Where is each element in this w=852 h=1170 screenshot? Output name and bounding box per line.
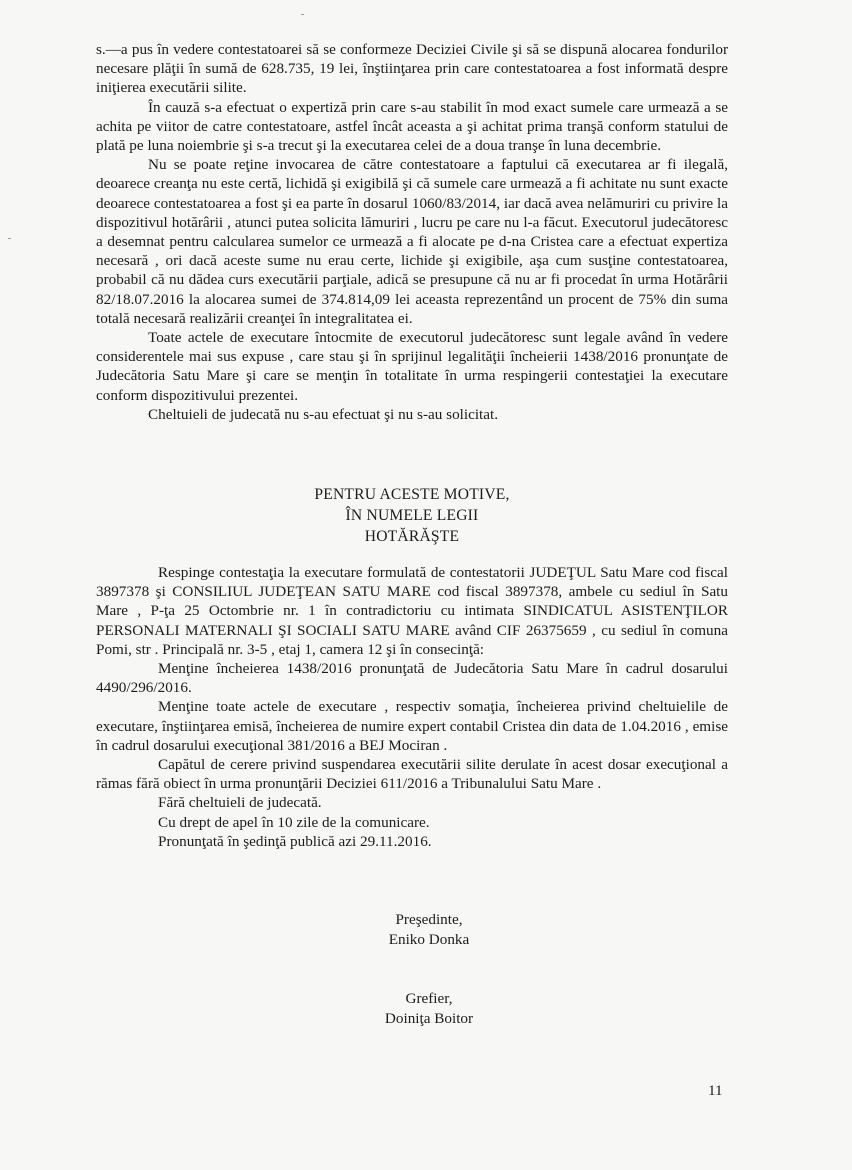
clerk-name: Doiniţa Boitor <box>384 1010 474 1027</box>
page-number: 11 <box>708 1082 723 1099</box>
reasoning-section <box>96 40 728 424</box>
decision-paragraph: Pronunţată în şedinţă publică azi 29.11.2016. <box>158 832 432 850</box>
scan-speck <box>8 238 11 239</box>
body-paragraph: Cheltuieli de judecată nu s-au efectuat şi nu s-au solicitat. <box>148 405 499 423</box>
decision-section <box>96 563 728 851</box>
heading-line: ÎN NUMELE LEGII <box>345 507 479 524</box>
decision-paragraph: Respinge contestaţia la executare formulată de contestatorii JUDEŢUL Satu Mare cod fiscal 3897378 şi CONSILIUL JUDEŢEAN SATU MARE cod fiscal 3897378, ambele cu sediul în Satu Mare , P-ţa 25 Octombrie nr. 1 în contradictoriu cu intimata SINDICATUL ASISTENŢILOR PERSONALI MATERNALI ŞI SOCIALI SATU MARE având CIF 26375659 , cu sediul în comuna Pomi, str . Principală nr. 3-5 , etaj 1, camera 12 şi în consecinţă: <box>96 564 728 658</box>
clerk-title: Grefier, <box>405 990 453 1007</box>
decision-paragraph: Menţine toate actele de executare , respectiv somaţia, încheierea privind cheltuielile de executare, înştiinţarea emisă, încheierea de numire expert contabil Cristea din data de 1.04.2016 , emise în cadrul dosarului execuţional 381/2016 a BEJ Mociran . <box>96 698 728 754</box>
president-signature <box>113 910 745 950</box>
body-paragraph: s.—a pus în vedere contestatoarei să se conformeze Deciziei Civile şi să se dispună alocarea fondurilor necesare plăţii în sumă de 628.735, 19 lei, înştiinţarea prin care contestatoarea a fost informată despre iniţierea executării silite. <box>96 41 728 97</box>
body-paragraph: În cauză s-a efectuat o expertiză prin care s-au stabilit în mod exact sumele care urmează a se achita pe viitor de catre contestatoare, astfel încât aceasta a şi achitat prima tranşă conform statului de plată pe luna noiembrie şi s-a trecut şi la executarea celei de a doua tranşe în luna decembrie. <box>96 98 728 155</box>
body-paragraph: Toate actele de executare întocmite de executorul judecătoresc sunt legale având în vedere considerentele mai sus expuse , care stau şi în sprijinul legalităţii încheierii 1438/2016 pronunţate de Judecătoria Satu Mare şi care se menţin în totalitate în urma respingerii contestaţiei la executare conform dispozitivului prezentei. <box>96 329 728 404</box>
scan-speck <box>301 14 304 15</box>
clerk-signature <box>113 989 745 1029</box>
decision-paragraph: Menţine încheierea 1438/2016 pronunţată de Judecătoria Satu Mare în cadrul dosarului 4490/296/2016. <box>96 660 728 697</box>
heading-line: HOTĂRĂŞTE <box>364 528 460 545</box>
decision-paragraph: Fără cheltuieli de judecată. <box>158 794 322 812</box>
heading-line: PENTRU ACESTE MOTIVE, <box>314 486 510 503</box>
president-title: Preşedinte, <box>395 911 463 928</box>
president-name: Eniko Donka <box>388 931 470 948</box>
decision-paragraph: Cu drept de apel în 10 zile de la comunicare. <box>158 813 430 831</box>
decision-paragraph: Capătul de cerere privind suspendarea executării silite derulate în acest dosar execuţional a rămas fără obiect în urma pronunţării Deciziei 611/2016 a Tribunalului Satu Mare . <box>96 756 728 793</box>
ruling-heading <box>96 484 728 547</box>
body-paragraph: Nu se poate reţine invocarea de către contestatoare a faptului că executarea ar fi ilegală, deoarece creanţa nu este certă, lichidă şi exigibilă şi că sumele care urmează a fi achitate nu sunt exacte deoarece contestatoarea a fost şi ea parte în dosarul 1060/83/2014, iar dacă avea nelămuriri cu privire la dispozitivul hotărârii , atunci putea solicita lămuriri , lucru pe care nu l-a făcut. Executorul judecătoresc a desemnat pentru calcularea sumelor ce urmează a fi alocate pe d-na Cristea care a efectuat expertiza necesară , ori dacă aceste sume nu erau certe, lichide şi exigibile, aşa cum susţine contestatoarea, probabil că nu dădea curs executării parţiale, adică se presupune că nu ar fi procedat în urma Hotărârii 82/18.07.2016 la alocarea sumei de 374.814,09 lei aceasta reprezentând un procent de 75% din suma totală necesară realizării creanţei în integralitatea ei. <box>96 156 728 327</box>
